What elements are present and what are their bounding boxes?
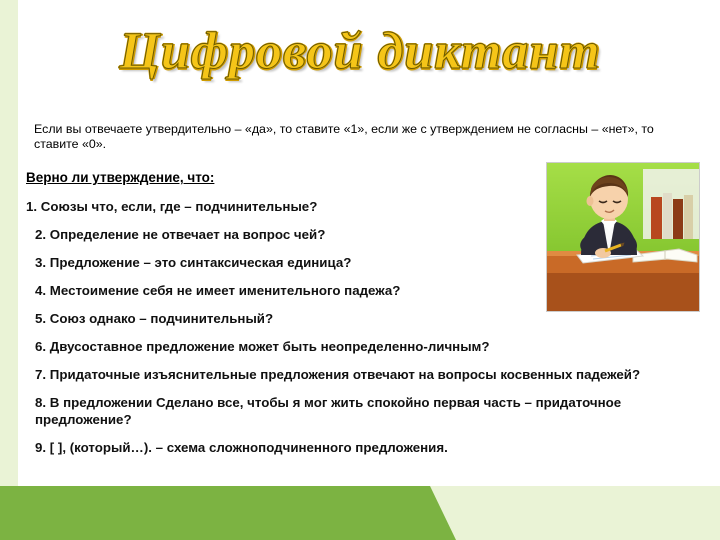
instructions-text: Если вы отвечаете утвердительно – «да», то ставите «1», если же с утверждением не согласны – «нет», то ставите «0». bbox=[34, 122, 654, 151]
list-item: 4. Местоимение себя не имеет именительного падежа? bbox=[35, 283, 401, 298]
decorative-bottom-green-block bbox=[0, 486, 430, 540]
list-item: 8. В предложении Сделано все, чтобы я мог жить спокойно первая часть – придаточное предложение? bbox=[35, 395, 622, 427]
decorative-bottom-band bbox=[0, 486, 720, 540]
list-item: 3. Предложение – это синтаксическая единица? bbox=[35, 255, 352, 270]
list-item: 6. Двусоставное предложение может быть неопределенно-личным? bbox=[35, 339, 490, 354]
list-item: 5. Союз однако – подчинительный? bbox=[35, 311, 274, 326]
schoolboy-writing-at-desk-image bbox=[546, 162, 700, 312]
list-item: 7. Придаточные изъяснительные предложения отвечают на вопросы косвенных падежей? bbox=[35, 367, 641, 382]
list-item: 9. [ ], (который…). – схема сложноподчиненного предложения. bbox=[35, 440, 448, 455]
list-item: 2. Определение не отвечает на вопрос чей? bbox=[35, 227, 326, 242]
list-item: 1. Союзы что, если, где – подчинительные? bbox=[26, 199, 318, 214]
lead-in-question: Верно ли утверждение, что: bbox=[26, 170, 215, 185]
page-title: Цифровой диктант bbox=[119, 23, 601, 80]
illustration-svg bbox=[547, 163, 699, 311]
